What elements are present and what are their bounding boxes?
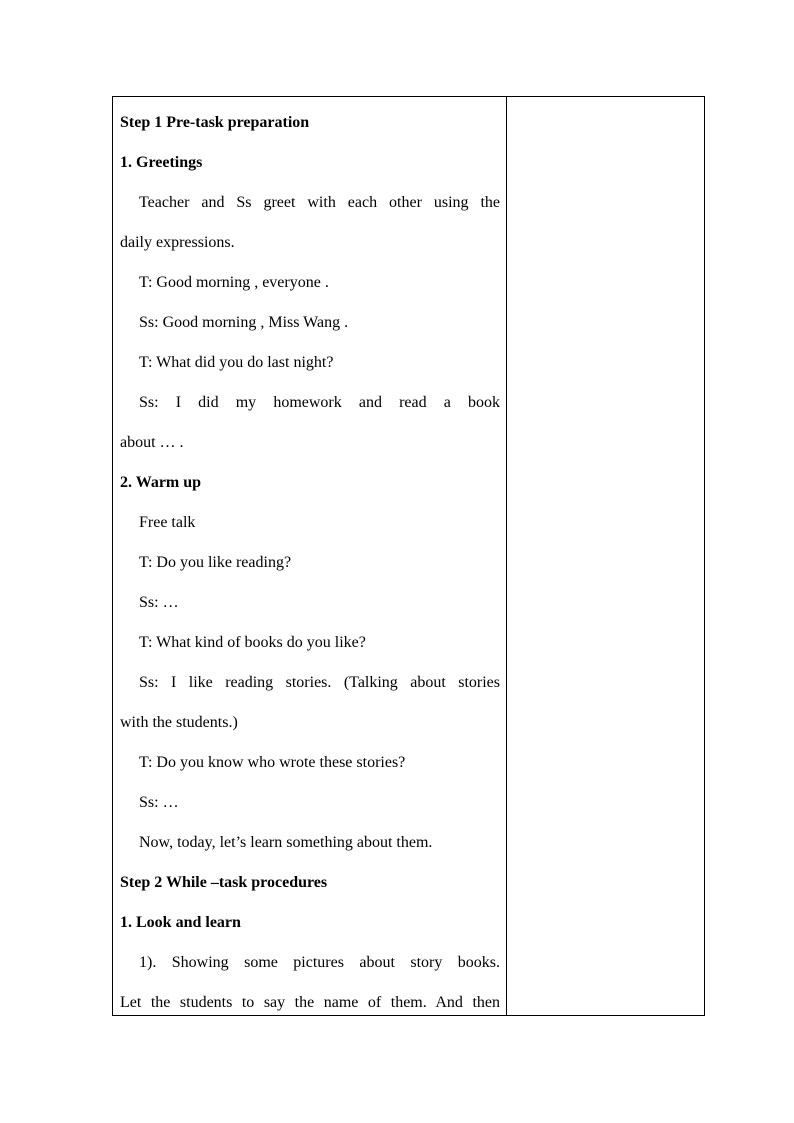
line-dialogue-8-cont: with the students.)	[120, 714, 238, 731]
line-dialogue-7: T: What kind of books do you like?	[139, 634, 366, 651]
lesson-content-cell	[120, 103, 500, 1023]
line-step2-heading: Step 2 While –task procedures	[120, 874, 328, 891]
line-dialogue-1: T: Good morning , everyone .	[139, 274, 329, 291]
column-divider	[506, 96, 507, 1016]
line-greetings-heading: 1. Greetings	[120, 154, 203, 171]
line-dialogue-8: Ss: I like reading stories. (Talking about stories	[139, 674, 500, 691]
line-greetings-desc-2: daily expressions.	[120, 234, 235, 251]
line-dialogue-4: Ss: I did my homework and read a book	[139, 394, 500, 411]
line-greetings-desc-1: Teacher and Ss greet with each other using the	[139, 194, 500, 211]
line-dialogue-10: Ss: …	[139, 794, 179, 811]
line-free-talk: Free talk	[139, 514, 196, 531]
line-look-learn-heading: 1. Look and learn	[120, 914, 241, 931]
line-transition: Now, today, let’s learn something about them.	[139, 834, 433, 851]
line-step1-heading: Step 1 Pre-task preparation	[120, 114, 310, 131]
line-look-learn-2: Let the students to say the name of them. And then	[120, 994, 500, 1011]
line-look-learn-1: 1). Showing some pictures about story books.	[139, 954, 500, 971]
line-dialogue-4-cont: about … .	[120, 434, 184, 451]
line-dialogue-9: T: Do you know who wrote these stories?	[139, 754, 406, 771]
line-warmup-heading: 2. Warm up	[120, 474, 202, 491]
line-dialogue-3: T: What did you do last night?	[139, 354, 334, 371]
line-dialogue-5: T: Do you like reading?	[139, 554, 292, 571]
line-dialogue-2: Ss: Good morning , Miss Wang .	[139, 314, 349, 331]
line-dialogue-6: Ss: …	[139, 594, 179, 611]
